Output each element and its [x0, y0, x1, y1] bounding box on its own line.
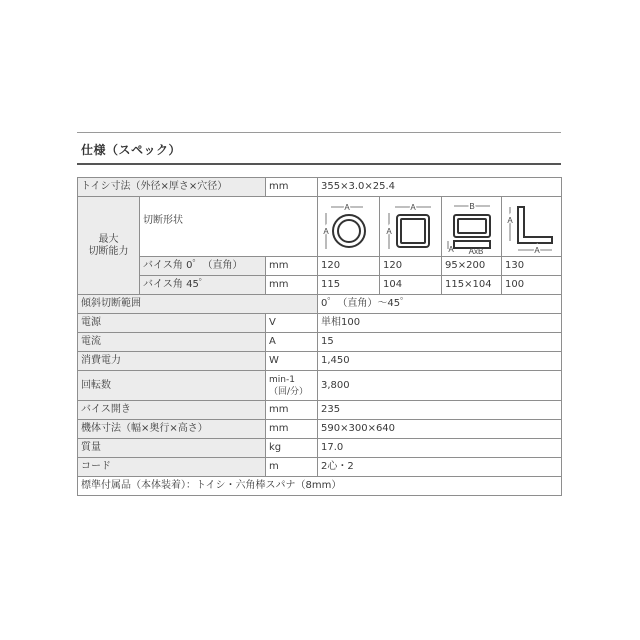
svg-text:A: A	[448, 244, 454, 254]
power-source-unit: V	[266, 314, 318, 333]
rectangular-pipe-icon	[442, 197, 502, 257]
vise-45-rect: 115×104	[442, 276, 502, 295]
row-vise-0	[78, 257, 562, 276]
svg-text:A: A	[409, 202, 416, 212]
current-value: 15	[318, 333, 562, 352]
current-unit: A	[266, 333, 318, 352]
vise-45-square: 104	[380, 276, 442, 295]
rotation-speed-label: 回転数	[78, 371, 266, 401]
power-consumption-value: 1,450	[318, 352, 562, 371]
row-current	[78, 333, 562, 352]
vise-45-label: バイス角 45゜	[140, 276, 266, 295]
rotation-speed-value: 3,800	[318, 371, 562, 401]
row-cut-shapes	[78, 197, 562, 257]
vise-0-rect: 95×200	[442, 257, 502, 276]
svg-text:A: A	[343, 202, 350, 212]
row-vise-45	[78, 276, 562, 295]
section-title: 仕様（スペック）	[81, 143, 182, 157]
svg-text:A: A	[507, 215, 513, 225]
vise-0-unit: mm	[266, 257, 318, 276]
vise-0-angle: 130	[502, 257, 562, 276]
vise-0-round: 120	[318, 257, 380, 276]
svg-text:B: B	[469, 201, 475, 211]
round-pipe-icon	[318, 197, 380, 257]
mass-value: 17.0	[318, 439, 562, 458]
row-power-source	[78, 314, 562, 333]
vise-0-label: バイス角 0゜（直角）	[140, 257, 266, 276]
bevel-range-value: 0゜（直角）～45゜	[318, 295, 562, 314]
angle-bar-icon	[502, 197, 562, 257]
vise-opening-unit: mm	[266, 401, 318, 420]
square-pipe-icon	[380, 197, 442, 257]
row-blade-size	[78, 178, 562, 197]
mass-unit: kg	[266, 439, 318, 458]
mass-label: 質量	[78, 439, 266, 458]
blade-size-unit: mm	[266, 178, 318, 197]
row-bevel-range	[78, 295, 562, 314]
row-dimensions	[78, 420, 562, 439]
power-consumption-label: 消費電力	[78, 352, 266, 371]
vise-opening-label: バイス開き	[78, 401, 266, 420]
power-source-value: 単相100	[318, 314, 562, 333]
power-source-label: 電源	[78, 314, 266, 333]
accessories-label: 標準付属品（本体装着）：トイシ・六角棒スパナ（8mm）	[78, 477, 562, 496]
vise-45-round: 115	[318, 276, 380, 295]
vise-0-square: 120	[380, 257, 442, 276]
max-capacity-label: 最大 切断能力	[78, 197, 140, 295]
cut-shape-label: 切断形状	[140, 197, 318, 257]
row-accessories	[78, 477, 562, 496]
cord-label: コード	[78, 458, 266, 477]
row-cord	[78, 458, 562, 477]
dimensions-unit: mm	[266, 420, 318, 439]
svg-text:AxB: AxB	[468, 246, 484, 255]
dimensions-label: 機体寸法（幅×奥行×高さ）	[78, 420, 266, 439]
blade-size-label: トイシ寸法（外径×厚さ×穴径）	[78, 178, 266, 197]
title-underline	[77, 163, 561, 165]
rotation-speed-unit: min-1 （回/分）	[266, 371, 318, 401]
vise-45-unit: mm	[266, 276, 318, 295]
svg-text:A: A	[385, 226, 392, 236]
row-rotation-speed	[78, 371, 562, 401]
current-label: 電流	[78, 333, 266, 352]
dimensions-value: 590×300×640	[318, 420, 562, 439]
cord-value: 2心・2	[318, 458, 562, 477]
row-power-consumption	[78, 352, 562, 371]
svg-text:A: A	[322, 226, 329, 236]
vise-45-angle: 100	[502, 276, 562, 295]
row-mass	[78, 439, 562, 458]
spec-table	[77, 177, 562, 496]
bevel-range-label: 傾斜切断範囲	[78, 295, 318, 314]
vise-opening-value: 235	[318, 401, 562, 420]
row-vise-opening	[78, 401, 562, 420]
power-consumption-unit: W	[266, 352, 318, 371]
top-divider	[77, 132, 561, 133]
blade-size-value: 355×3.0×25.4	[318, 178, 562, 197]
svg-text:A: A	[534, 245, 540, 255]
cord-unit: m	[266, 458, 318, 477]
